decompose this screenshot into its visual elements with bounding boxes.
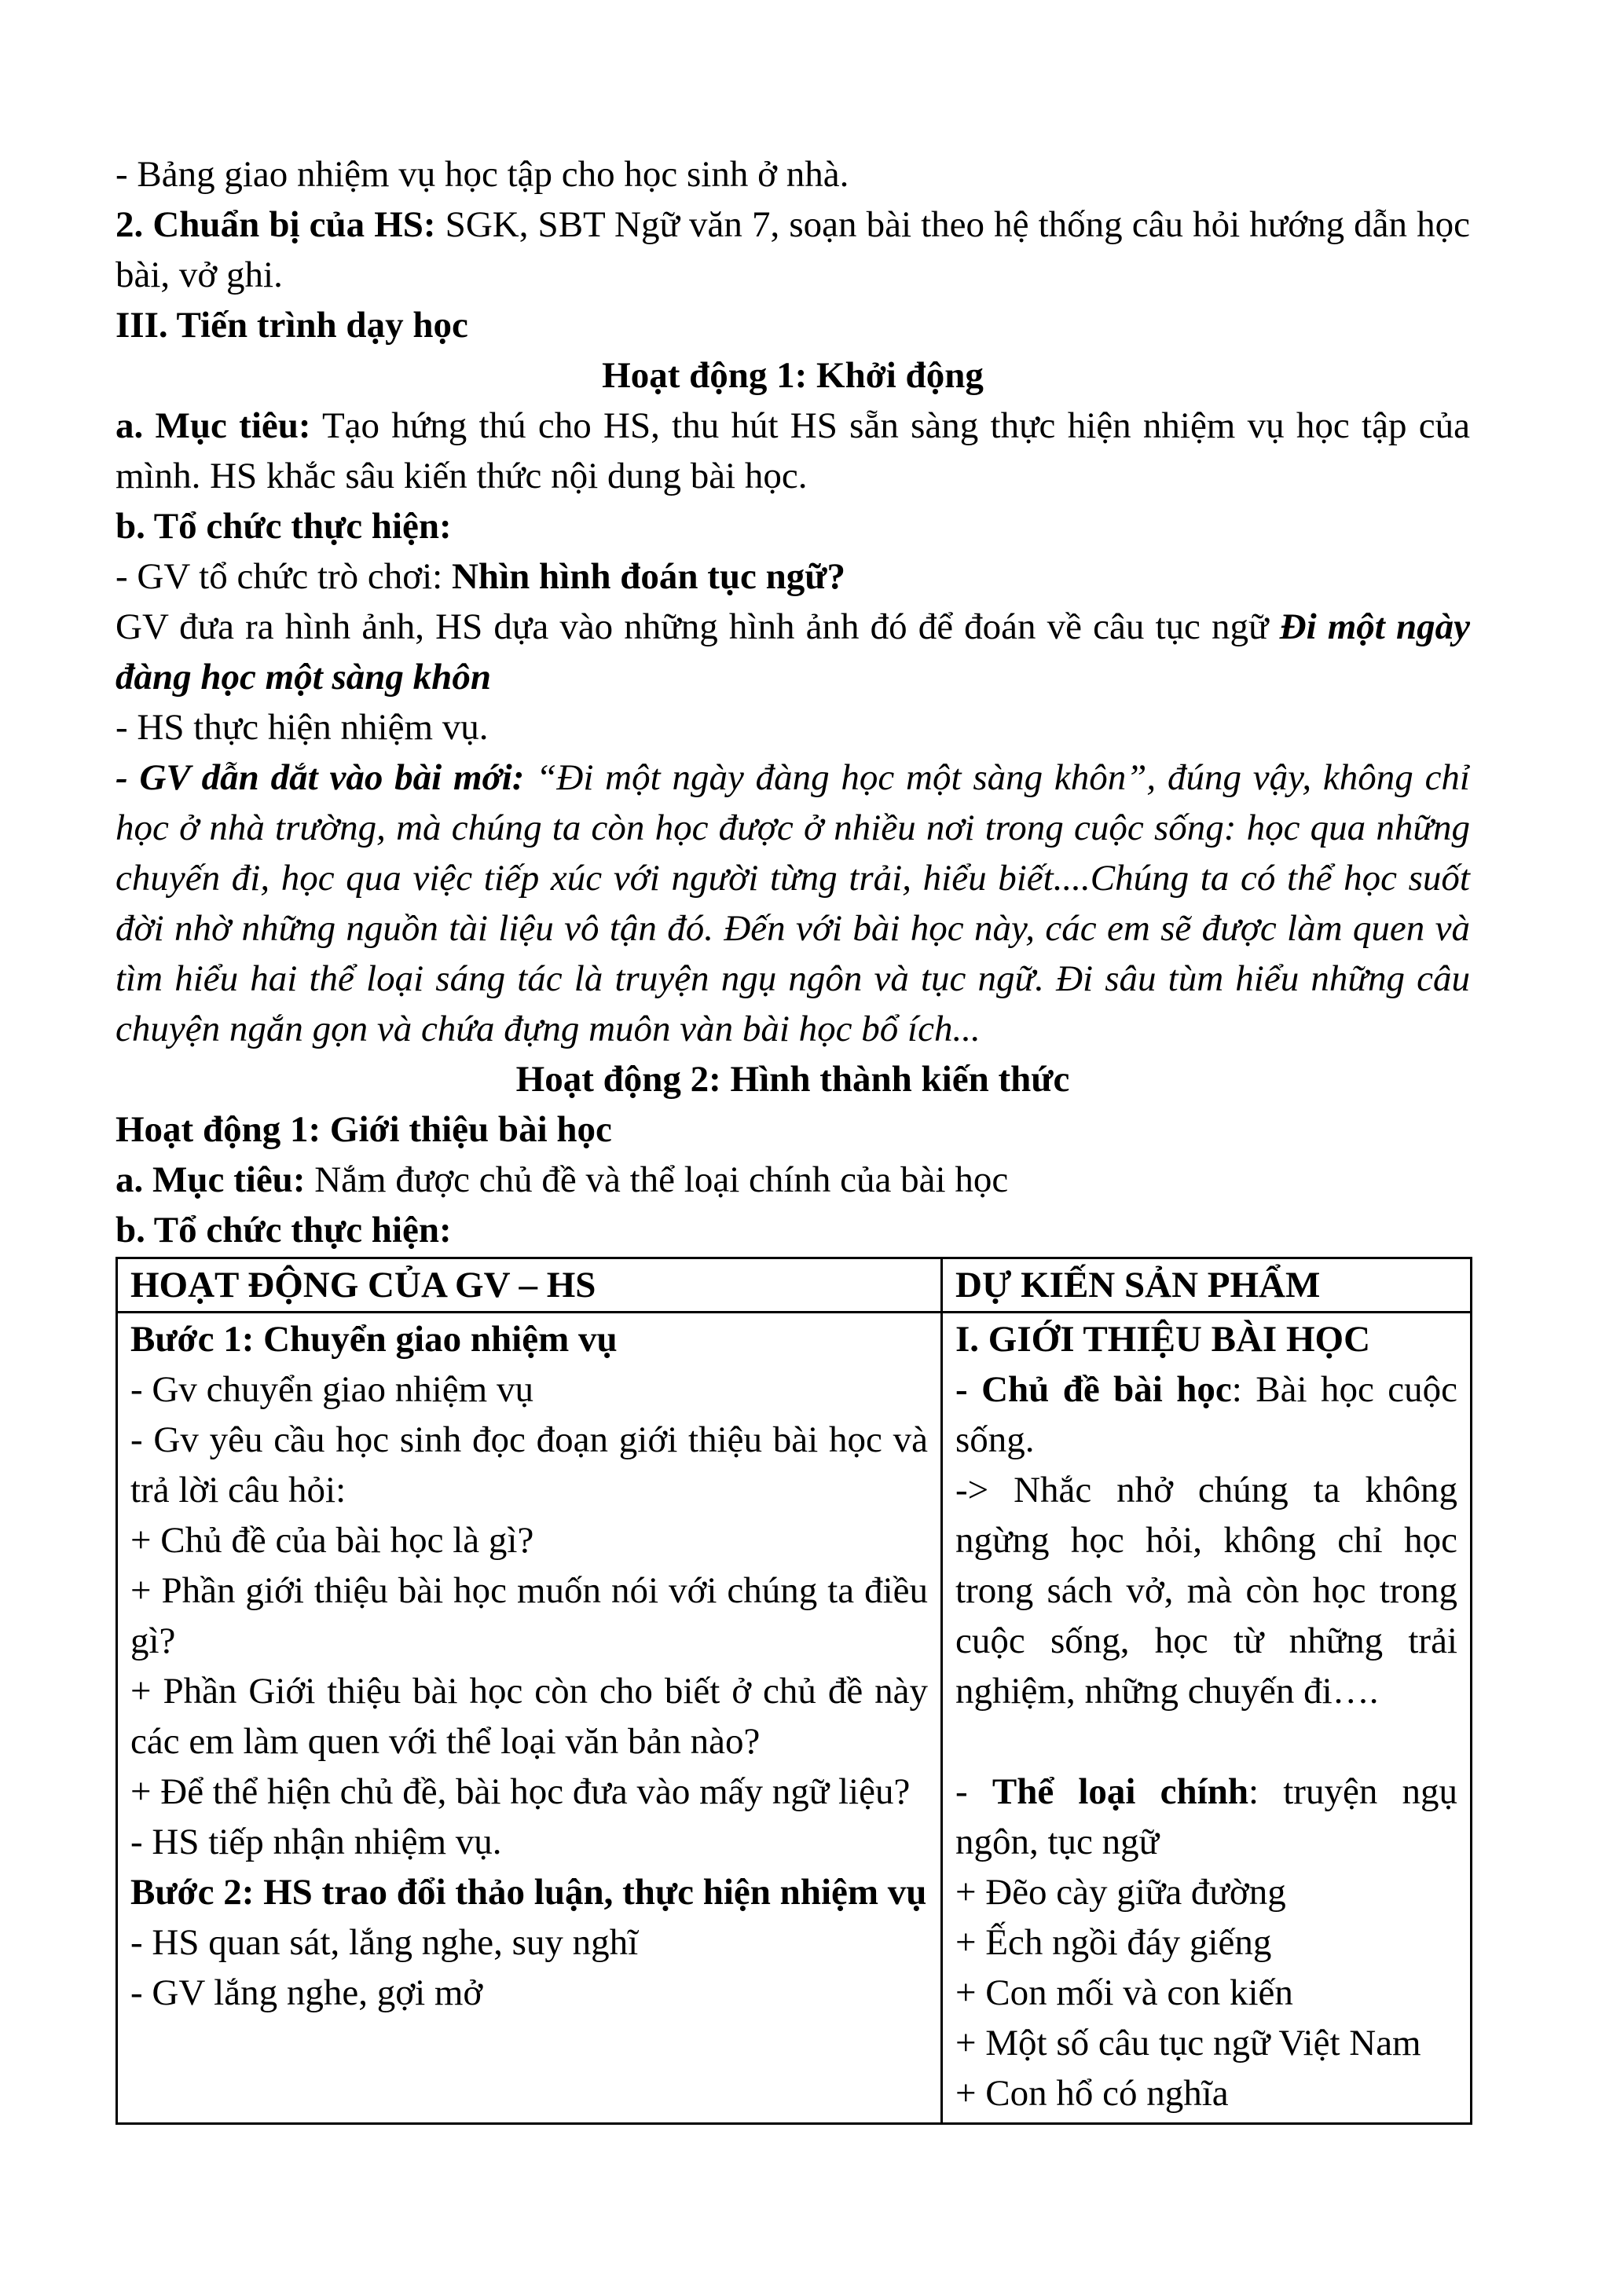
paragraph <box>955 1465 1457 1716</box>
table-header-gv-hs: HOẠT ĐỘNG CỦA GV – HS <box>117 1258 942 1313</box>
result-heading <box>955 1314 1457 1364</box>
table-cell-gv-hs <box>117 1313 942 2124</box>
text-run: + Phần Giới thiệu bài học còn cho biết ở chủ đề này các em làm quen với thể loại văn bản nào? <box>130 1671 928 1762</box>
table-header-row <box>117 1258 1472 1313</box>
paragraph <box>130 1917 928 1968</box>
text-run: Thể loại chính <box>992 1771 1249 1812</box>
paragraph <box>115 1155 1470 1205</box>
list-item <box>955 1867 1457 1917</box>
text-run: Hoạt động 1: Khởi động <box>602 355 984 396</box>
text-run: - HS thực hiện nhiệm vụ. <box>115 707 489 748</box>
text-run: + Để thể hiện chủ đề, bài học đưa vào mấy ngữ liệu? <box>130 1771 911 1812</box>
activity-heading <box>115 350 1470 401</box>
table-cell-du-kien <box>942 1313 1472 2124</box>
list-item <box>955 2018 1457 2068</box>
paragraph <box>130 1666 928 1767</box>
paragraph <box>130 1565 928 1666</box>
lesson-plan-table <box>115 1257 1472 2125</box>
paragraph <box>130 1968 928 2018</box>
text-run: : Bài học cuộc sống. <box>955 1369 1457 1460</box>
text-run: Bước 2: HS trao đổi thảo luận, thực hiện nhiệm vụ <box>130 1872 927 1913</box>
text-run: - HS quan sát, lắng nghe, suy nghĩ <box>130 1922 639 1963</box>
text-run: Hoạt động 1: Giới thiệu bài học <box>115 1109 612 1150</box>
text-run: - Gv yêu cầu học sinh đọc đoạn giới thiệu bài học và trả lời câu hỏi: <box>130 1419 928 1511</box>
text-run: + Đẽo cày giữa đường <box>955 1872 1286 1913</box>
text-run: - GV dẫn dắt vào bài mới: <box>115 757 537 798</box>
text-run: Nắm được chủ đề và thể loại chính của bài học <box>305 1159 1009 1200</box>
text-run: a. Mục tiêu: <box>115 405 311 446</box>
list-item <box>955 1968 1457 2018</box>
text-run: Tạo hứng thú cho HS, thu hút HS sẵn sàng thực hiện nhiệm vụ học tập của mình. HS khắc sâu kiến thức nội dung bài học. <box>115 405 1470 496</box>
activity-heading <box>115 1054 1470 1104</box>
paragraph <box>115 1104 1470 1155</box>
paragraph <box>955 1767 1457 1867</box>
text-run: “Đi một ngày đàng học một sàng khôn”, đúng vậy, không chỉ học ở nhà trường, mà chúng ta còn học được ở nhiều nơi trong cuộc sống: học qua những chuyến đi, học qua việc tiếp xúc với người từng trải, hiểu biết....Chúng ta có thể học suốt đời nhờ những nguồn tài liệu vô tận đó. Đến với bài học này, các em sẽ được làm quen và tìm hiểu hai thể loại sáng tác là truyện ngụ ngôn và tục ngữ. Đi sâu tùm hiểu những câu chuyện ngắn gọn và chứa đựng muôn vàn bài học bổ ích... <box>115 757 1470 1049</box>
text-run: - <box>955 1771 992 1812</box>
paragraph <box>130 1364 928 1415</box>
text-run: + Con hổ có nghĩa <box>955 2073 1229 2114</box>
text-run: Bước 1: Chuyển giao nhiệm vụ <box>130 1319 618 1360</box>
text-run: a. Mục tiêu: <box>115 1159 306 1200</box>
step-heading <box>130 1314 928 1364</box>
text-run: : truyện ngụ ngôn, tục ngữ <box>955 1771 1458 1862</box>
text-run: - Bảng giao nhiệm vụ học tập cho học sinh ở nhà. <box>115 154 849 195</box>
table-header-du-kien: DỰ KIẾN SẢN PHẨM <box>942 1258 1472 1313</box>
text-run: III. Tiến trình dạy học <box>115 305 468 346</box>
paragraph <box>115 149 1470 200</box>
text-run: b. Tổ chức thực hiện: <box>115 506 452 547</box>
text-run: + Phần giới thiệu bài học muốn nói với chúng ta điều gì? <box>130 1570 928 1661</box>
text-run: + Ếch ngồi đáy giếng <box>955 1922 1272 1963</box>
paragraph <box>115 501 1470 551</box>
text-run: GV đưa ra hình ảnh, HS dựa vào những hình ảnh đó để đoán về câu tục ngữ <box>115 606 1280 647</box>
text-run: - GV tổ chức trò chơi: <box>115 556 452 597</box>
text-run: SGK, SBT Ngữ văn 7, soạn bài theo hệ thống câu hỏi hướng dẫn học bài, vở ghi. <box>115 204 1471 295</box>
text-run: - GV lắng nghe, gợi mở <box>130 1972 483 2013</box>
paragraph <box>130 1767 928 1817</box>
text-run: Đi một ngày đàng học một sàng khôn <box>115 606 1470 698</box>
text-run: Nhìn hình đoán tục ngữ? <box>451 556 846 597</box>
paragraph <box>115 702 1470 753</box>
text-run: + Một số câu tục ngữ Việt Nam <box>955 2023 1421 2063</box>
paragraph <box>115 401 1470 501</box>
paragraph <box>130 1817 928 1867</box>
paragraph <box>130 1415 928 1515</box>
text-run: - Gv chuyển giao nhiệm vụ <box>130 1369 533 1410</box>
list-item <box>955 1917 1457 1968</box>
step-heading <box>130 1867 928 1917</box>
paragraph <box>115 753 1470 1054</box>
table-body-row <box>117 1313 1472 2124</box>
paragraph <box>115 602 1470 702</box>
section-heading <box>115 300 1470 350</box>
text-run: I. GIỚI THIỆU BÀI HỌC <box>955 1319 1371 1360</box>
list-item <box>955 2068 1457 2118</box>
paragraph <box>115 200 1470 300</box>
text-run: Hoạt động 2: Hình thành kiến thức <box>515 1059 1070 1100</box>
text-run: + Con mối và con kiến <box>955 1972 1293 2013</box>
paragraph <box>130 1515 928 1565</box>
text-run: b. Tổ chức thực hiện: <box>115 1210 452 1251</box>
text-run: + Chủ đề của bài học là gì? <box>130 1520 534 1561</box>
paragraph <box>955 1364 1457 1465</box>
text-run: 2. Chuẩn bị của HS: <box>115 204 436 245</box>
text-run: -> Nhắc nhở chúng ta không ngừng học hỏi, không chỉ học trong sách vở, mà còn học trong cuộc sống, học từ những trải nghiệm, những chuyến đi…. <box>955 1470 1457 1712</box>
paragraph <box>115 551 1470 602</box>
text-run: - Chủ đề bài học <box>955 1369 1232 1410</box>
empty-line <box>955 1716 1457 1767</box>
paragraph <box>115 1205 1470 1255</box>
text-run: - HS tiếp nhận nhiệm vụ. <box>130 1822 502 1862</box>
